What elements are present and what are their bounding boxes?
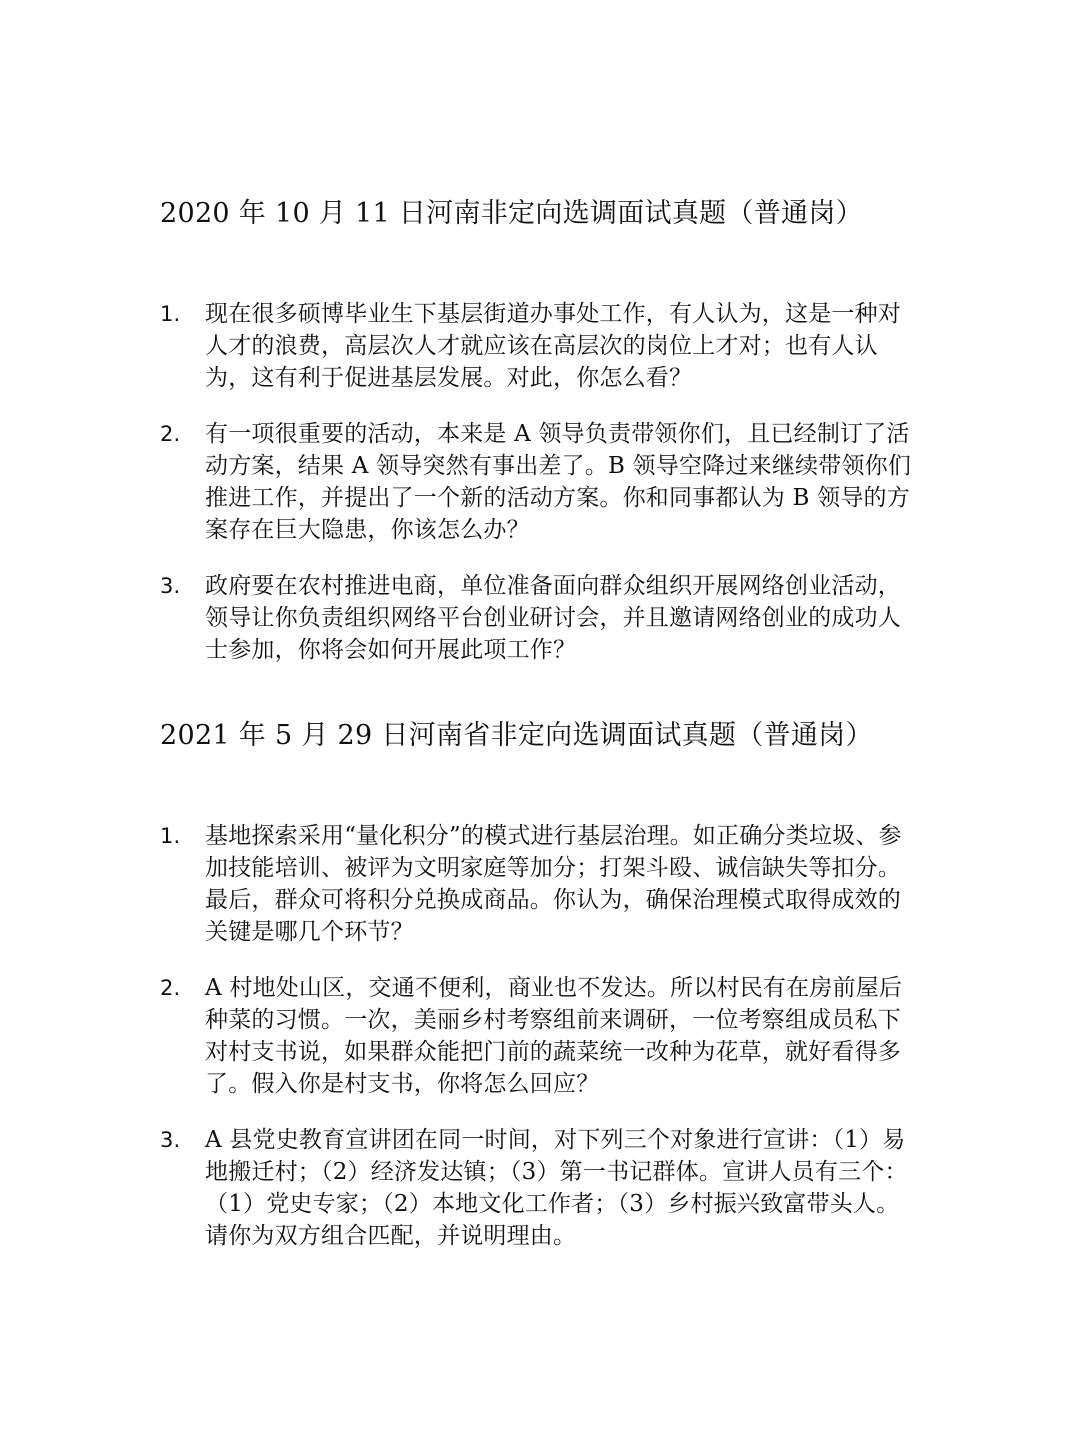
question-text: 现在很多硕博毕业生下基层街道办事处工作，有人认为，这是一种对人才的浪费，高层次人才就应该在高层次的岗位上才对；也有人认为，这有利于促进基层发展。对此，你怎么看？: [205, 301, 901, 391]
section-title-2020: 2020 年 10 月 11 日河南非定向选调面试真题（普通岗）: [160, 198, 863, 229]
question-number: 3.: [160, 1128, 181, 1152]
question-item: [160, 570, 920, 666]
question-number: 3.: [160, 574, 181, 598]
question-text: 政府要在农村推进电商，单位准备面向群众组织开展网络创业活动，领导让你负责组织网络平台创业研讨会，并且邀请网络创业的成功人士参加，你将会如何开展此项工作？: [205, 573, 901, 663]
question-item: [160, 418, 920, 546]
question-number: 1.: [160, 302, 181, 326]
question-number: 2.: [160, 976, 181, 1000]
question-text: 基地探索采用“量化积分”的模式进行基层治理。如正确分类垃圾、参加技能培训、被评为文明家庭等加分；打架斗殴、诚信缺失等扣分。最后，群众可将积分兑换成商品。你认为，确保治理模式取得成效的关键是哪几个环节？: [205, 823, 902, 945]
question-item: [160, 972, 920, 1100]
question-text: A 县党史教育宣讲团在同一时间，对下列三个对象进行宣讲：（1）易地搬迁村；（2）经济发达镇；（3）第一书记群体。宣讲人员有三个：（1）党史专家；（2）本地文化工作者；（3）乡村振兴致富带头人。请你为双方组合匹配，并说明理由。: [205, 1127, 908, 1249]
question-item: [160, 298, 920, 394]
question-number: 2.: [160, 422, 181, 446]
question-number: 1.: [160, 824, 181, 848]
question-list-2020: [160, 298, 920, 690]
question-text: A 村地处山区，交通不便利，商业也不发达。所以村民有在房前屋后种菜的习惯。一次，美丽乡村考察组前来调研，一位考察组成员私下对村支书说，如果群众能把门前的蔬菜统一改种为花草，就好看得多了。假入你是村支书，你将怎么回应？: [205, 975, 903, 1097]
section-title-2021: 2021 年 5 月 29 日河南省非定向选调面试真题（普通岗）: [160, 720, 873, 751]
question-list-2021: [160, 820, 920, 1276]
question-item: [160, 1124, 920, 1252]
question-item: [160, 820, 920, 948]
question-text: 有一项很重要的活动，本来是 A 领导负责带领你们，且已经制订了活动方案，结果 A 领导突然有事出差了。B 领导空降过来继续带领你们推进工作，并提出了一个新的活动方案。你和同事都认为 B 领导的方案存在巨大隐患，你该怎么办？: [205, 421, 912, 543]
